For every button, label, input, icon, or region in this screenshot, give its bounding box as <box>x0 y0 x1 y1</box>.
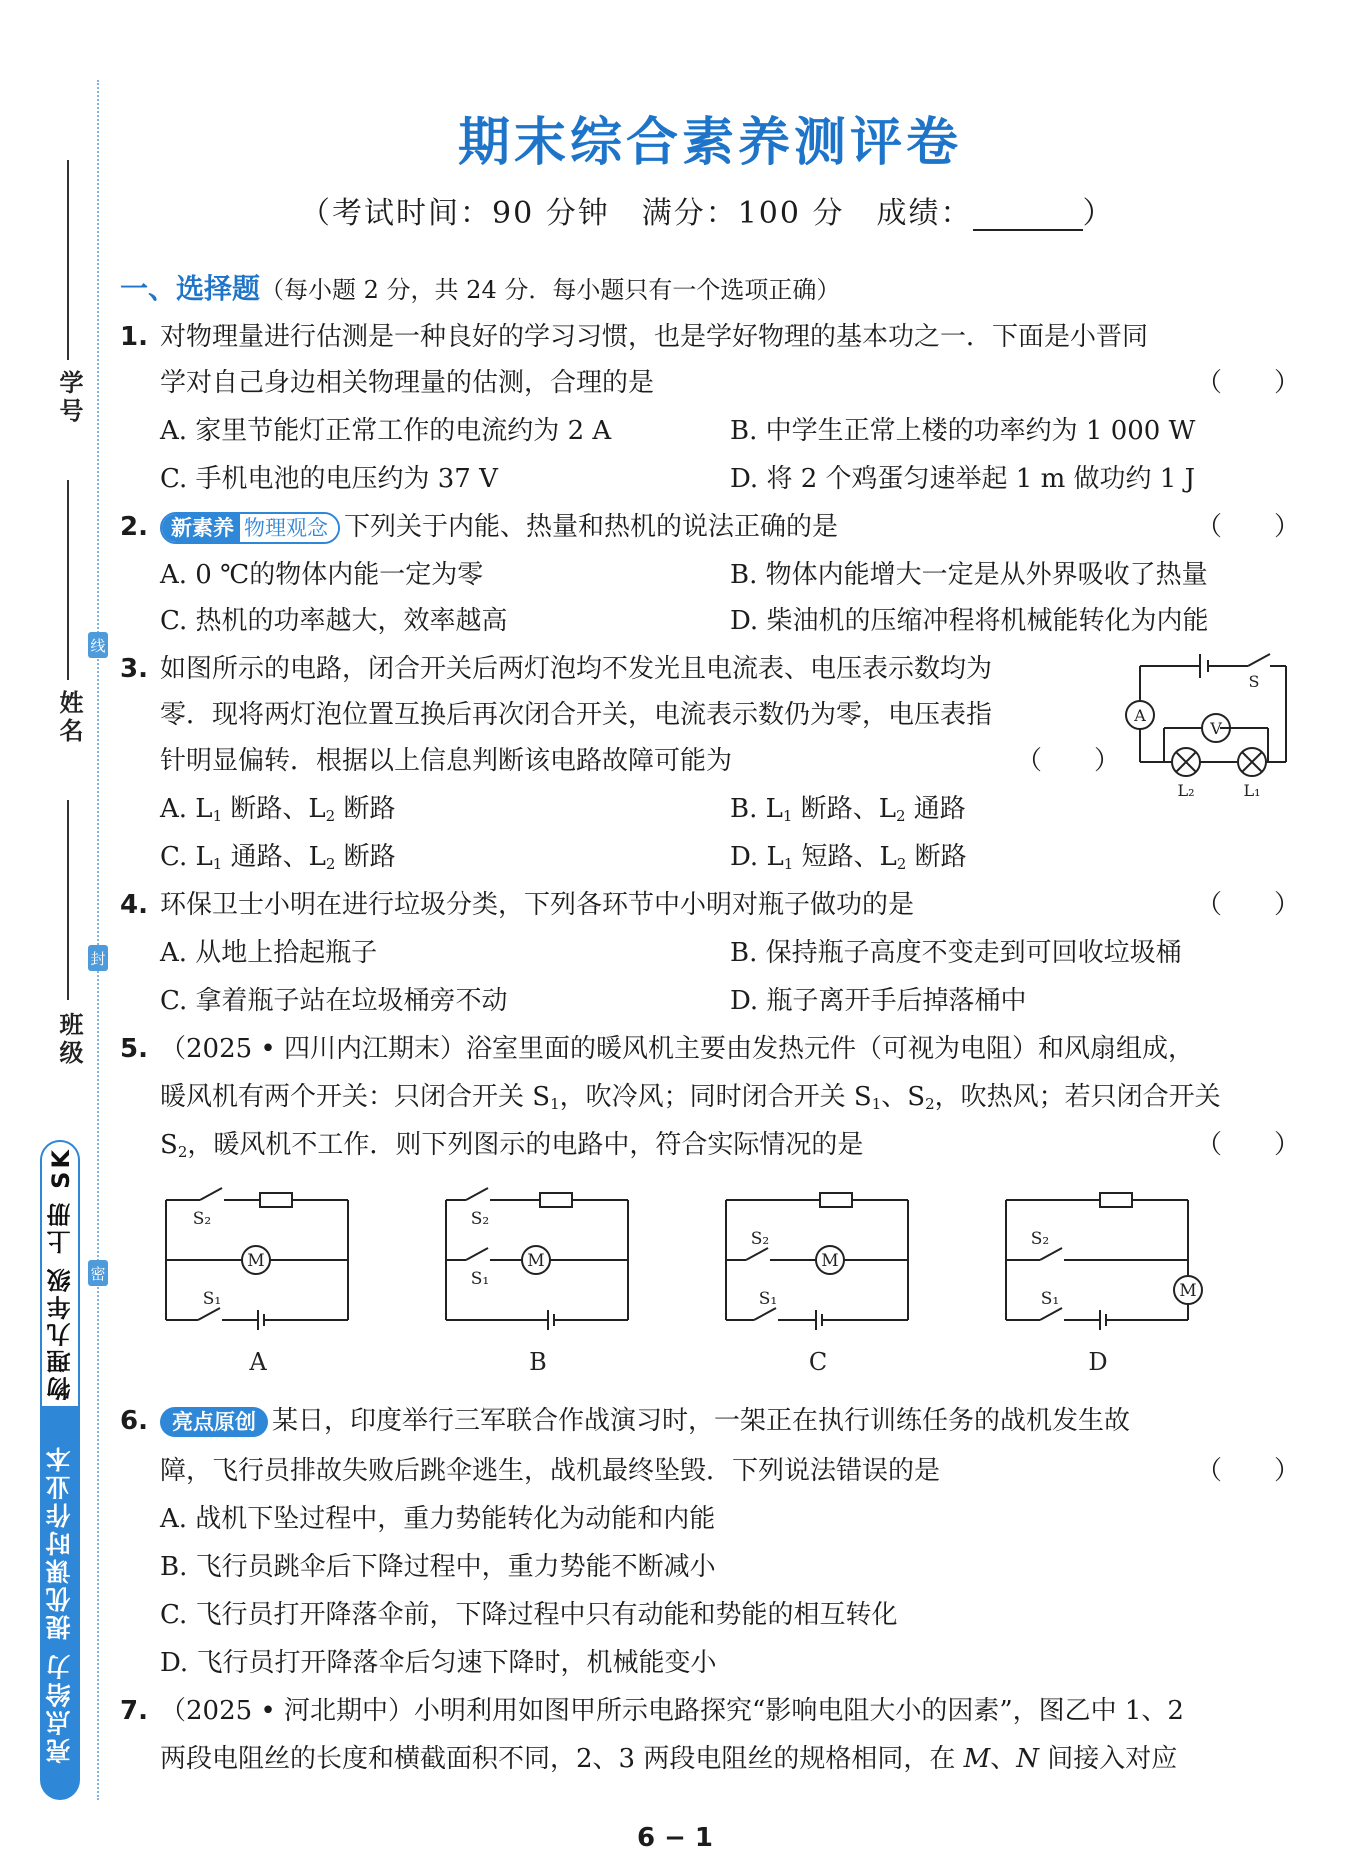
q6-stem-line1 <box>160 1404 1130 1438</box>
q2-stem-text: 下列关于内能、热量和热机的说法正确的是 <box>344 512 839 542</box>
q5-stem-line2: 暖风机有两个开关：只闭合开关 $S_1$，吹冷风；同时闭合开关 $S_1$、$S_2$，吹热风；若只闭合开关 <box>160 1082 1221 1113</box>
q5-label-b: B <box>529 1348 547 1376</box>
q5-stem-line1: （2025 • 四川内江期末）浴室里面的暖风机主要由发热元件（可视为电阻）和风扇组成， <box>160 1034 1195 1064</box>
q5-label-c: C <box>808 1348 828 1376</box>
q5-label-a: A <box>249 1348 267 1376</box>
seal-mark-secret: 密 <box>88 1260 108 1286</box>
q7-stem-line2: 两段电阻丝的长度和横截面积不同，2、3 两段电阻丝的规格相同，在 M、N 间接入对应 <box>160 1744 1178 1774</box>
page-number: 6 − 1 <box>636 1823 714 1853</box>
q1-option-c: C. 手机电池的电压约为 37 V <box>160 464 498 494</box>
q3-answer-bracket[interactable]: （ ） <box>1016 746 1121 776</box>
book-info-box <box>40 1140 80 1408</box>
score-blank[interactable] <box>973 201 1083 231</box>
q4-option-c: C. 拿着瓶子站在垃圾桶旁不动 <box>160 986 508 1016</box>
lamp-l1-label: L₁ <box>1243 781 1261 800</box>
q2-tag-sub: 物理观念 <box>240 514 338 542</box>
q2-tag-main: 新素养 <box>162 514 240 542</box>
svg-text:M: M <box>1179 1281 1197 1301</box>
q2-option-a: A. 0 ℃的物体内能一定为零 <box>160 560 484 590</box>
q6-stem-text: 某日，印度举行三军联合作战演习时，一架正在执行训练任务的战机发生故 <box>272 1406 1131 1436</box>
series-name-box <box>40 1408 80 1800</box>
name-label: 姓名 <box>55 690 83 746</box>
q4-option-a: A. 从地上拾起瓶子 <box>160 938 378 968</box>
q3-number: 3. <box>120 654 148 684</box>
q4-option-b: B. 保持瓶子高度不变走到可回收垃圾桶 <box>730 938 1182 968</box>
q2-option-d: D. 柴油机的压缩冲程将机械能转化为内能 <box>730 606 1209 636</box>
q2-number: 2. <box>120 512 148 542</box>
q3-stem-line1: 如图所示的电路，闭合开关后两灯泡均不发光且电流表、电压表示数均为 <box>160 654 993 684</box>
q5-number: 5. <box>120 1034 148 1064</box>
svg-text:S₂: S₂ <box>1030 1229 1050 1249</box>
q2-option-b: B. 物体内能增大一定是从外界吸收了热量 <box>730 560 1208 590</box>
lamp-l2-label: L₂ <box>1177 781 1195 800</box>
q5-circuit-c <box>726 1193 908 1330</box>
svg-text:S₂: S₂ <box>470 1209 490 1229</box>
q3-option-c: C. $L_1$ 通路、$L_2$ 断路 <box>160 842 396 873</box>
q7-number: 7. <box>120 1696 148 1726</box>
svg-text:M: M <box>247 1251 265 1271</box>
book-info: 物理九年级 上册 SK <box>46 1147 75 1401</box>
section-title: 一、选择题 <box>120 272 261 305</box>
ammeter-symbol: A <box>1134 706 1146 725</box>
section-heading <box>120 272 840 310</box>
q1-answer-bracket[interactable]: （ ） <box>1196 368 1301 398</box>
q3-option-b: B. $L_1$ 断路、$L_2$ 通路 <box>730 794 966 825</box>
q6-option-b: B. 飞行员跳伞后下降过程中，重力势能不断减小 <box>160 1552 716 1582</box>
svg-text:S₂: S₂ <box>192 1209 212 1229</box>
svg-text:M: M <box>821 1251 839 1271</box>
q1-option-d: D. 将 2 个鸡蛋匀速举起 1 m 做功约 1 J <box>730 464 1196 494</box>
name-blank <box>67 480 69 680</box>
page-title: 期末综合素养测评卷 <box>457 113 962 173</box>
series-name: 亮点给力 提优课时作业本 <box>45 1444 74 1764</box>
q6-tag: 亮点原创 <box>160 1407 268 1437</box>
exam-info-close: ） <box>1082 196 1115 231</box>
exam-info-text: （考试时间：90 分钟 满分：100 分 成绩： <box>300 196 973 231</box>
q3-option-d: D. $L_1$ 短路、$L_2$ 断路 <box>730 842 967 873</box>
q3-option-a: A. $L_1$ 断路、$L_2$ 断路 <box>160 794 396 825</box>
class-blank <box>67 800 69 1000</box>
book-spine-label <box>40 1140 80 1800</box>
q4-option-d: D. 瓶子离开手后掉落桶中 <box>730 986 1027 1016</box>
svg-text:S₁: S₁ <box>758 1289 778 1309</box>
q3-switch-blade <box>1248 654 1270 666</box>
q5-label-d: D <box>1088 1348 1108 1376</box>
exam-info <box>300 188 1115 232</box>
q1-number: 1. <box>120 322 148 352</box>
q2-stem <box>160 510 838 544</box>
q7-stem-line1: （2025 • 河北期中）小明利用如图甲所示电路探究“影响电阻大小的因素”，图乙中 1、2 <box>160 1696 1184 1726</box>
q4-answer-bracket[interactable]: （ ） <box>1196 890 1301 920</box>
svg-text:M: M <box>527 1251 545 1271</box>
switch-label: S <box>1248 672 1260 691</box>
q3-circuit-diagram <box>1120 640 1300 800</box>
q6-number: 6. <box>120 1406 148 1436</box>
q6-stem-line2: 障，飞行员排故失败后跳伞逃生，战机最终坠毁．下列说法错误的是 <box>160 1456 941 1486</box>
section-note: （每小题 2 分，共 24 分．每小题只有一个选项正确） <box>260 276 841 304</box>
q2-tag <box>160 512 340 544</box>
svg-text:S₂: S₂ <box>750 1229 770 1249</box>
binding-dotted-line <box>97 80 99 1800</box>
q2-answer-bracket[interactable]: （ ） <box>1196 512 1301 542</box>
q4-number: 4. <box>120 890 148 920</box>
seal-mark-seal: 封 <box>88 945 108 971</box>
student-id-label: 学号 <box>55 370 83 426</box>
svg-text:S₁: S₁ <box>202 1289 222 1309</box>
class-label: 班级 <box>55 1012 83 1068</box>
svg-text:S₁: S₁ <box>1040 1289 1060 1309</box>
voltmeter-symbol: V <box>1210 719 1222 738</box>
q5-circuit-options <box>150 1180 1310 1380</box>
student-id-blank <box>67 160 69 360</box>
q5-stem-line3: $S_2$，暖风机不工作．则下列图示的电路中，符合实际情况的是 <box>160 1130 864 1161</box>
svg-text:S₁: S₁ <box>470 1269 490 1289</box>
q6-option-a: A. 战机下坠过程中，重力势能转化为动能和内能 <box>160 1504 716 1534</box>
q6-option-c: C. 飞行员打开降落伞前，下降过程中只有动能和势能的相互转化 <box>160 1600 898 1630</box>
q1-option-b: B. 中学生正常上楼的功率约为 1 000 W <box>730 416 1196 446</box>
q5-circuit-d <box>1006 1193 1202 1330</box>
q1-stem-line1: 对物理量进行估测是一种良好的学习习惯，也是学好物理的基本功之一．下面是小晋同 <box>160 322 1149 352</box>
q6-answer-bracket[interactable]: （ ） <box>1196 1456 1301 1486</box>
q4-stem: 环保卫士小明在进行垃圾分类，下列各环节中小明对瓶子做功的是 <box>160 890 915 920</box>
seal-mark-line: 线 <box>88 632 108 658</box>
q1-stem-line2: 学对自己身边相关物理量的估测，合理的是 <box>160 368 655 398</box>
q2-option-c: C. 热机的功率越大，效率越高 <box>160 606 508 636</box>
q6-option-d: D. 飞行员打开降落伞后匀速下降时，机械能变小 <box>160 1648 717 1678</box>
q3-stem-line2: 零．现将两灯泡位置互换后再次闭合开关，电流表示数仍为零，电压表指 <box>160 700 993 730</box>
q3-stem-line3: 针明显偏转．根据以上信息判断该电路故障可能为 <box>160 746 733 776</box>
q1-option-a: A. 家里节能灯正常工作的电流约为 2 A <box>160 416 612 446</box>
q5-answer-bracket[interactable]: （ ） <box>1196 1130 1301 1160</box>
